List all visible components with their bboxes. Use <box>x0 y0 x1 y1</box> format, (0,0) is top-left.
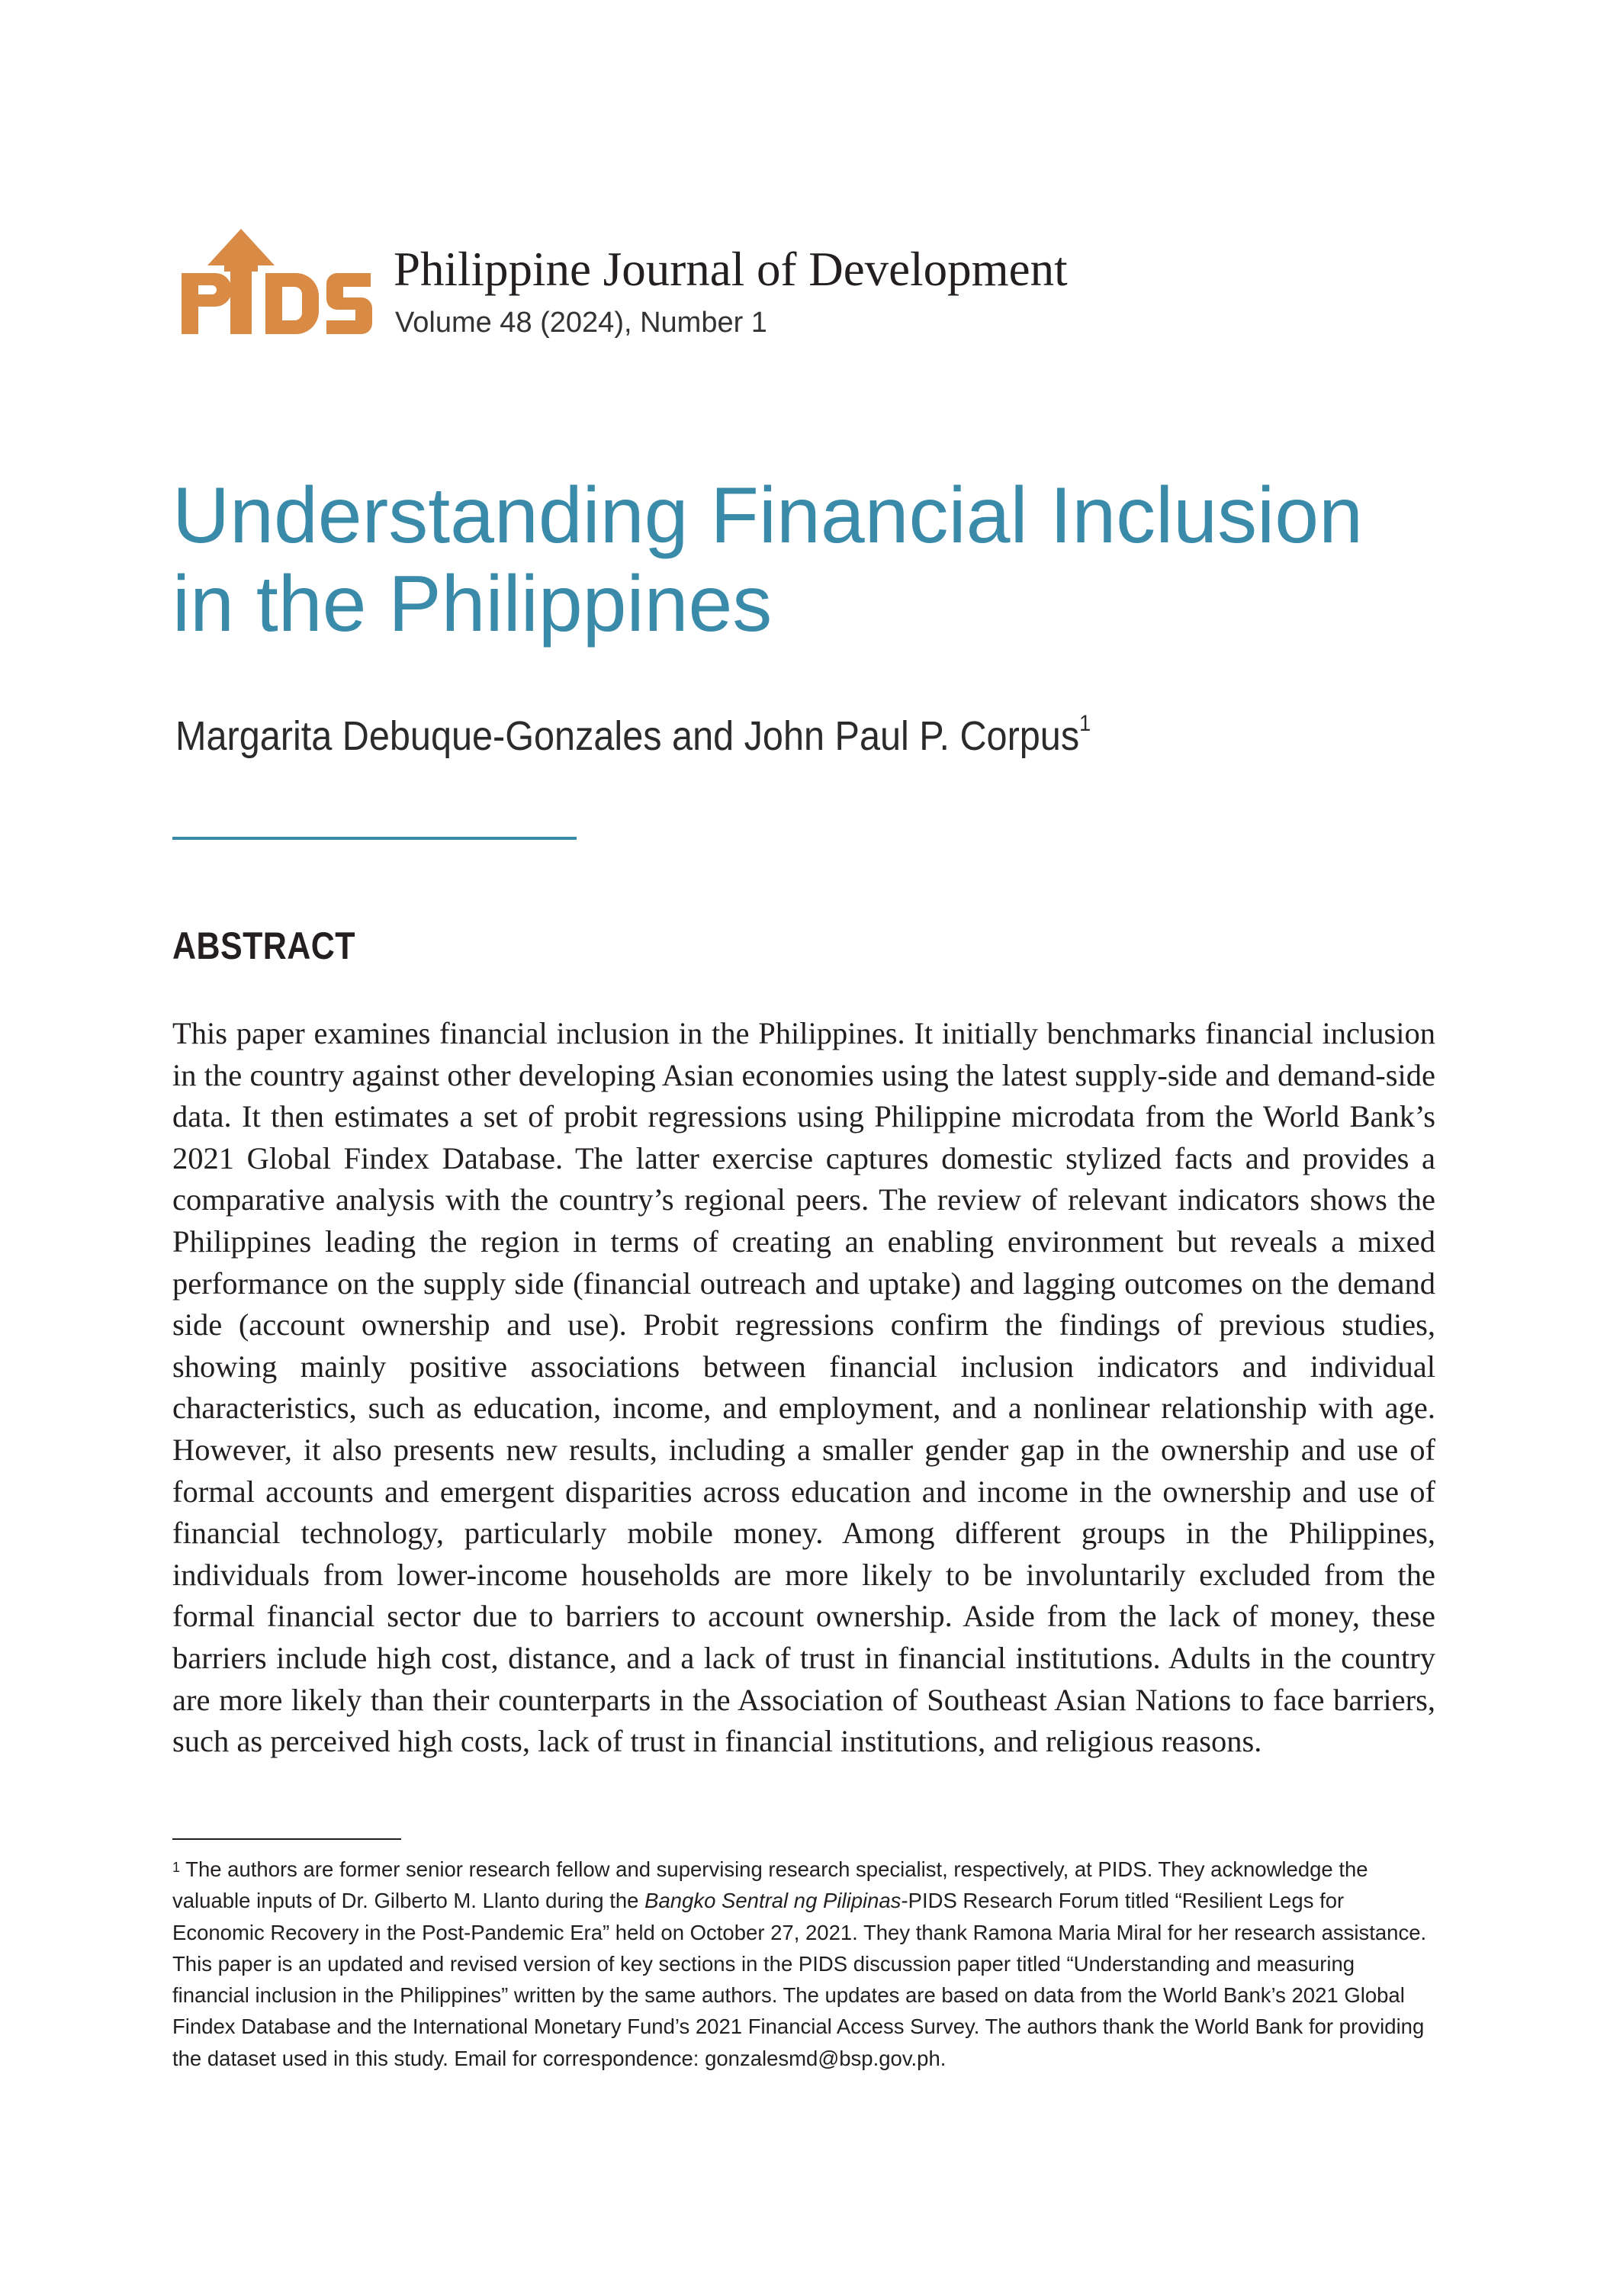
footnote <box>172 1854 1435 2074</box>
author-footnote-mark[interactable]: 1 <box>1079 711 1091 736</box>
title-divider <box>172 837 577 840</box>
journal-title: Philippine Journal of Development <box>394 243 1068 296</box>
article-authors <box>175 711 1091 759</box>
article-title-line-1: Understanding Financial Inclusion <box>172 471 1363 560</box>
author-names: Margarita Debuque-Gonzales and John Paul P. Corpus <box>175 713 1080 759</box>
article-title <box>172 471 1469 648</box>
abstract-body: This paper examines financial inclusion in the Philippines. It initially benchmarks financial inclusion in the country against other developing Asian economies using the latest supply-side and demand-side data. It then estimates a set of probit regressions using Philippine microdata from the World Bank’s 2021 Global Findex Database. The latter exercise captures domestic stylized facts and provides a comparative analysis with the country’s regional peers. The review of relevant indicators shows the Philippines leading the region in terms of creating an enabling environment but reveals a mixed performance on the supply side (financial outreach and uptake) and lagging outcomes on the demand side (account ownership and use). Probit regressions confirm the findings of previous studies, showing mainly positive associations between financial inclusion indicators and individual characteristics, such as education, income, and employment, and a nonlinear relationship with age. However, it also presents new results, including a smaller gender gap in the ownership and use of formal accounts and emergent disparities across education and income in the ownership and use of financial technology, particularly mobile money. Among different groups in the Philippines, individuals from lower-income households are more likely to be involuntarily excluded from the formal financial sector due to barriers to account ownership. Aside from the lack of money, these barriers include high cost, distance, and a lack of trust in financial institutions. Adults in the country are more likely than their counterparts in the Association of Southeast Asian Nations to face barriers, such as perceived high costs, lack of trust in financial institutions, and religious reasons. <box>172 1016 1435 1759</box>
footnote-text-1: The authors are former senior research fellow and supervising research specialist, respectively, at PIDS. They acknowledge the valuable inputs of Dr. Gilberto M. Llanto during the <box>172 1857 1368 1913</box>
abstract-heading: ABSTRACT <box>172 925 355 967</box>
footnote-italic-bsp: Bangko Sentral ng Pilipinas <box>644 1889 902 1913</box>
journal-volume: Volume 48 (2024), Number 1 <box>395 307 767 339</box>
footnote-text-2: -PIDS Research Forum titled “Resilient Legs for Economic Recovery in the Post-Pandemic Era” held on October 27, 2021. They thank Ramona Maria Miral for her research assistance. This paper is an updated and revised version of key sections in the PIDS discussion paper titled “Understanding and measuring financial inclusion in the Philippines” written by the same authors. The updates are based on data from the World Bank’s 2021 Global Findex Database and the International Monetary Fund’s 2021 Financial Access Survey. The authors thank the World Bank for providing the dataset used in this study. Email for correspondence: gonzalesmd@bsp.gov.ph. <box>172 1889 1427 2070</box>
footnote-divider <box>172 1838 401 1840</box>
footnote-mark: 1 <box>172 1860 181 1875</box>
pids-logo <box>182 229 372 337</box>
masthead <box>182 229 1402 351</box>
article-title-line-2: in the Philippines <box>172 560 773 648</box>
